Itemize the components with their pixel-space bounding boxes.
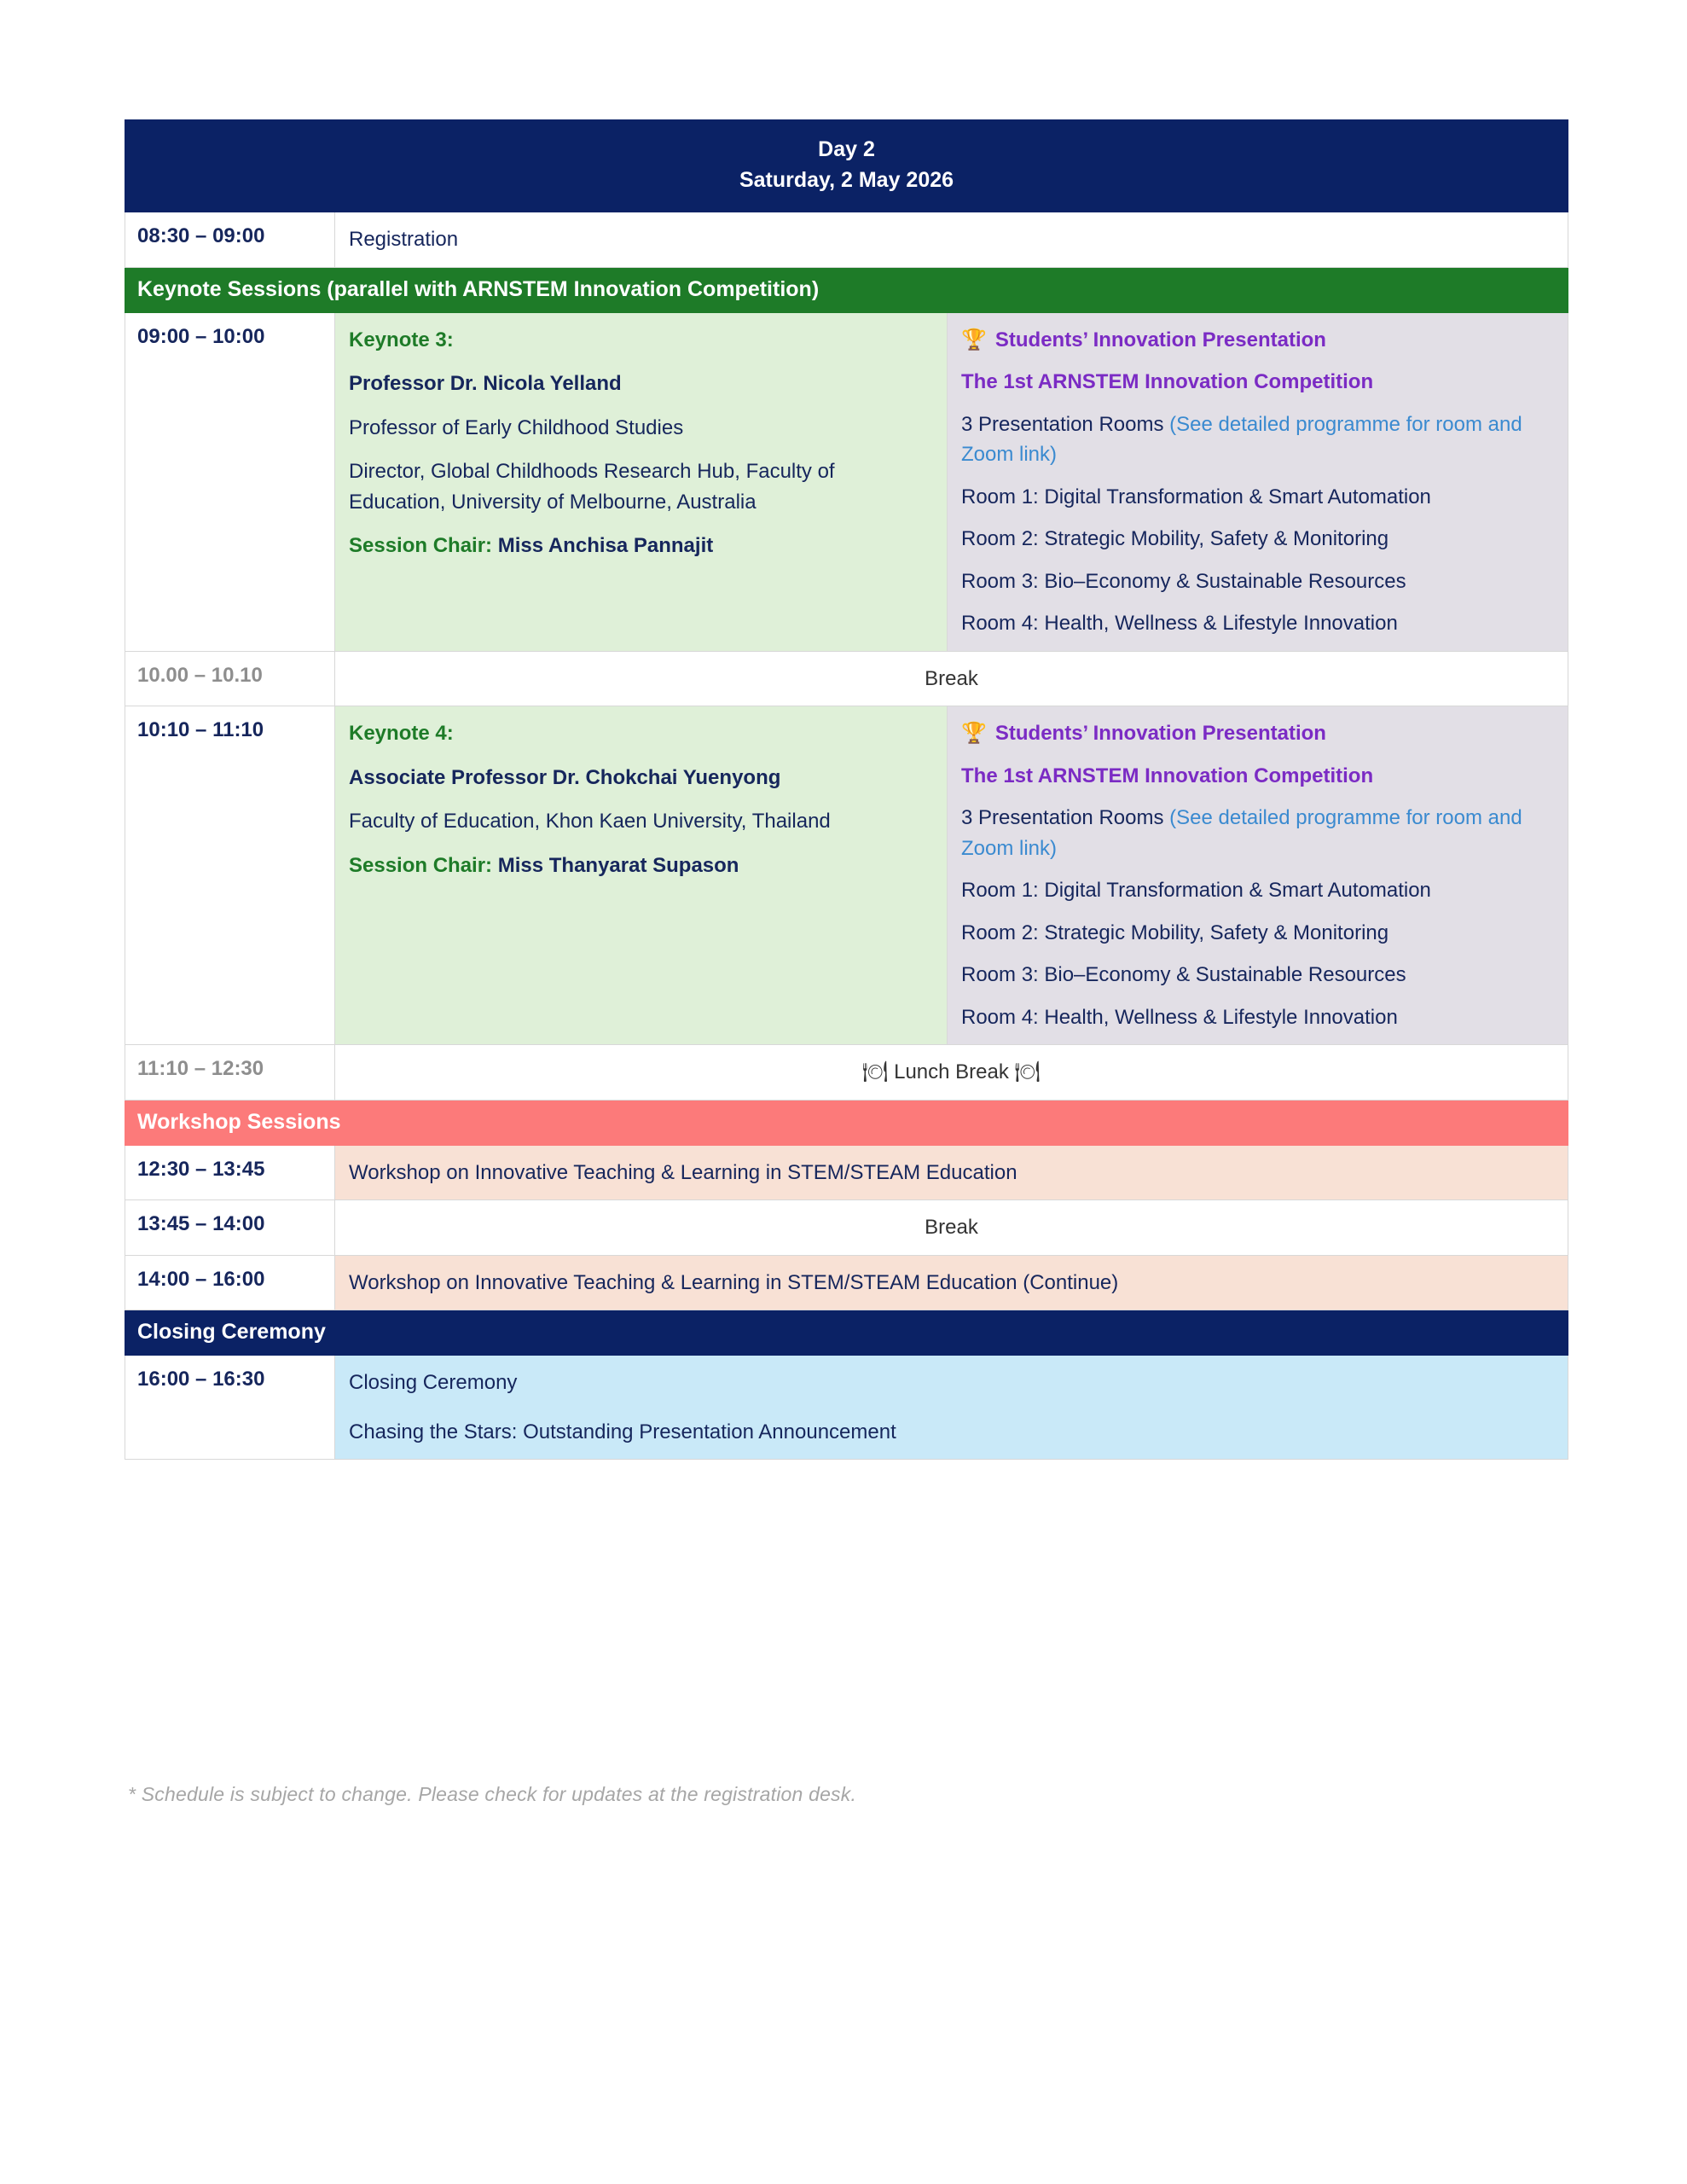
keynote4-label: Keynote 4: xyxy=(349,722,454,746)
competition1-rooms-note: (See detailed programme for room and Zoom link) xyxy=(961,412,1522,467)
keynote4-speaker: Associate Professor Dr. Chokchai Yuenyong xyxy=(349,765,781,789)
closing-line-1: Closing Ceremony xyxy=(349,1371,518,1395)
keynote4-chair-name: Miss Thanyarat Supason xyxy=(497,853,739,877)
keynote3-chair-label: Session Chair: xyxy=(349,534,493,558)
break1-time: 10.00 – 10.10 xyxy=(125,651,335,706)
competition1-heading-1 xyxy=(961,325,1554,356)
closing-section-band: Closing Ceremony xyxy=(125,1310,1568,1356)
registration-label: Registration xyxy=(335,212,1568,268)
table-row-day-header xyxy=(125,120,1568,212)
competition1-room-2: Room 2: Strategic Mobility, Safety & Monitoring xyxy=(961,527,1389,551)
table-row-keynote-band xyxy=(125,267,1568,312)
table-row-lunch xyxy=(125,1045,1568,1101)
workshop2-label: Workshop on Innovative Teaching & Learning in STEM/STEAM Education (Continue) xyxy=(335,1255,1568,1310)
competition1-room-4: Room 4: Health, Wellness & Lifestyle Innovation xyxy=(961,612,1398,636)
break1-label: Break xyxy=(335,651,1568,706)
competition2-rooms-intro: 3 Presentation Rooms xyxy=(961,806,1164,830)
lunch-label: Lunch Break xyxy=(894,1060,1009,1084)
competition2-heading-2: The 1st ARNSTEM Innovation Competition xyxy=(961,764,1374,787)
keynote3-chair-name: Miss Anchisa Pannajit xyxy=(497,534,714,558)
table-row-workshop-1 xyxy=(125,1145,1568,1200)
keynote4-chair xyxy=(349,851,933,881)
workshop2-time: 14:00 – 16:00 xyxy=(125,1255,335,1310)
table-row-registration xyxy=(125,212,1568,268)
day-date: Saturday, 2 May 2026 xyxy=(739,167,954,192)
keynote4-details xyxy=(335,706,948,1045)
trophy-icon: 🏆 xyxy=(961,327,987,351)
keynote3-label: Keynote 3: xyxy=(349,328,454,351)
competition1-room-3: Room 3: Bio–Economy & Sustainable Resources xyxy=(961,569,1406,593)
lunch-time: 11:10 – 12:30 xyxy=(125,1045,335,1101)
schedule-footnote: * Schedule is subject to change. Please check for updates at the registration desk. xyxy=(128,1783,857,1805)
competition2-room-3: Room 3: Bio–Economy & Sustainable Resources xyxy=(961,963,1406,987)
competition2-rooms-note: (See detailed programme for room and Zoom link) xyxy=(961,806,1522,860)
day-title: Day 2 xyxy=(818,137,875,161)
closing-details xyxy=(335,1356,1568,1460)
competition2-room-1: Room 1: Digital Transformation & Smart Automation xyxy=(961,879,1431,903)
lunch-label-cell xyxy=(335,1045,1568,1101)
competition1-heading-2: The 1st ARNSTEM Innovation Competition xyxy=(961,370,1374,394)
trophy-icon: 🏆 xyxy=(961,721,987,746)
competition1-rooms-intro-line xyxy=(961,410,1554,470)
competition2-room-4: Room 4: Health, Wellness & Lifestyle Innovation xyxy=(961,1005,1398,1029)
break2-label: Break xyxy=(335,1200,1568,1256)
keynote3-affiliation-2: Director, Global Childhoods Research Hub, Faculty of Education, University of Melbourne, Australia xyxy=(349,460,835,514)
competition2-rooms-intro-line xyxy=(961,803,1554,863)
workshop1-label: Workshop on Innovative Teaching & Learning in STEM/STEAM Education xyxy=(335,1145,1568,1200)
closing-time: 16:00 – 16:30 xyxy=(125,1356,335,1460)
table-row-closing-band xyxy=(125,1310,1568,1356)
competition2-heading-1-text: Students’ Innovation Presentation xyxy=(994,722,1326,746)
competition1-room-1: Room 1: Digital Transformation & Smart Automation xyxy=(961,485,1431,508)
table-row-keynote4 xyxy=(125,706,1568,1045)
keynote3-chair xyxy=(349,531,933,561)
keynote3-details xyxy=(335,312,948,651)
keynote4-chair-label: Session Chair: xyxy=(349,853,493,877)
competition2-room-2: Room 2: Strategic Mobility, Safety & Monitoring xyxy=(961,921,1389,944)
keynote3-time: 09:00 – 10:00 xyxy=(125,312,335,651)
workshop1-time: 12:30 – 13:45 xyxy=(125,1145,335,1200)
competition2-heading-1 xyxy=(961,718,1554,749)
registration-time: 08:30 – 09:00 xyxy=(125,212,335,268)
keynote-section-band: Keynote Sessions (parallel with ARNSTEM Innovation Competition) xyxy=(125,267,1568,312)
table-row-closing xyxy=(125,1356,1568,1460)
utensils-icon-left: 🍽 xyxy=(861,1060,889,1084)
competition1-rooms-intro: 3 Presentation Rooms xyxy=(961,412,1164,436)
keynote3-speaker: Professor Dr. Nicola Yelland xyxy=(349,372,622,396)
workshop-section-band: Workshop Sessions xyxy=(125,1100,1568,1145)
schedule-table xyxy=(125,119,1568,1460)
utensils-icon-right: 🍽 xyxy=(1014,1060,1041,1084)
competition2-details xyxy=(948,706,1568,1045)
table-row-break-2 xyxy=(125,1200,1568,1256)
table-row-workshop-band xyxy=(125,1100,1568,1145)
keynote3-affiliation-1: Professor of Early Childhood Studies xyxy=(349,415,684,439)
table-row-workshop-2 xyxy=(125,1255,1568,1310)
schedule-sheet xyxy=(125,119,1568,1460)
closing-line-2: Chasing the Stars: Outstanding Presentation Announcement xyxy=(349,1420,896,1443)
day-header-cell xyxy=(125,120,1568,212)
competition1-heading-1-text: Students’ Innovation Presentation xyxy=(994,328,1326,351)
keynote4-affiliation-1: Faculty of Education, Khon Kaen University, Thailand xyxy=(349,810,831,834)
table-row-keynote3 xyxy=(125,312,1568,651)
break2-time: 13:45 – 14:00 xyxy=(125,1200,335,1256)
keynote4-time: 10:10 – 11:10 xyxy=(125,706,335,1045)
table-row-break-1 xyxy=(125,651,1568,706)
competition1-details xyxy=(948,312,1568,651)
